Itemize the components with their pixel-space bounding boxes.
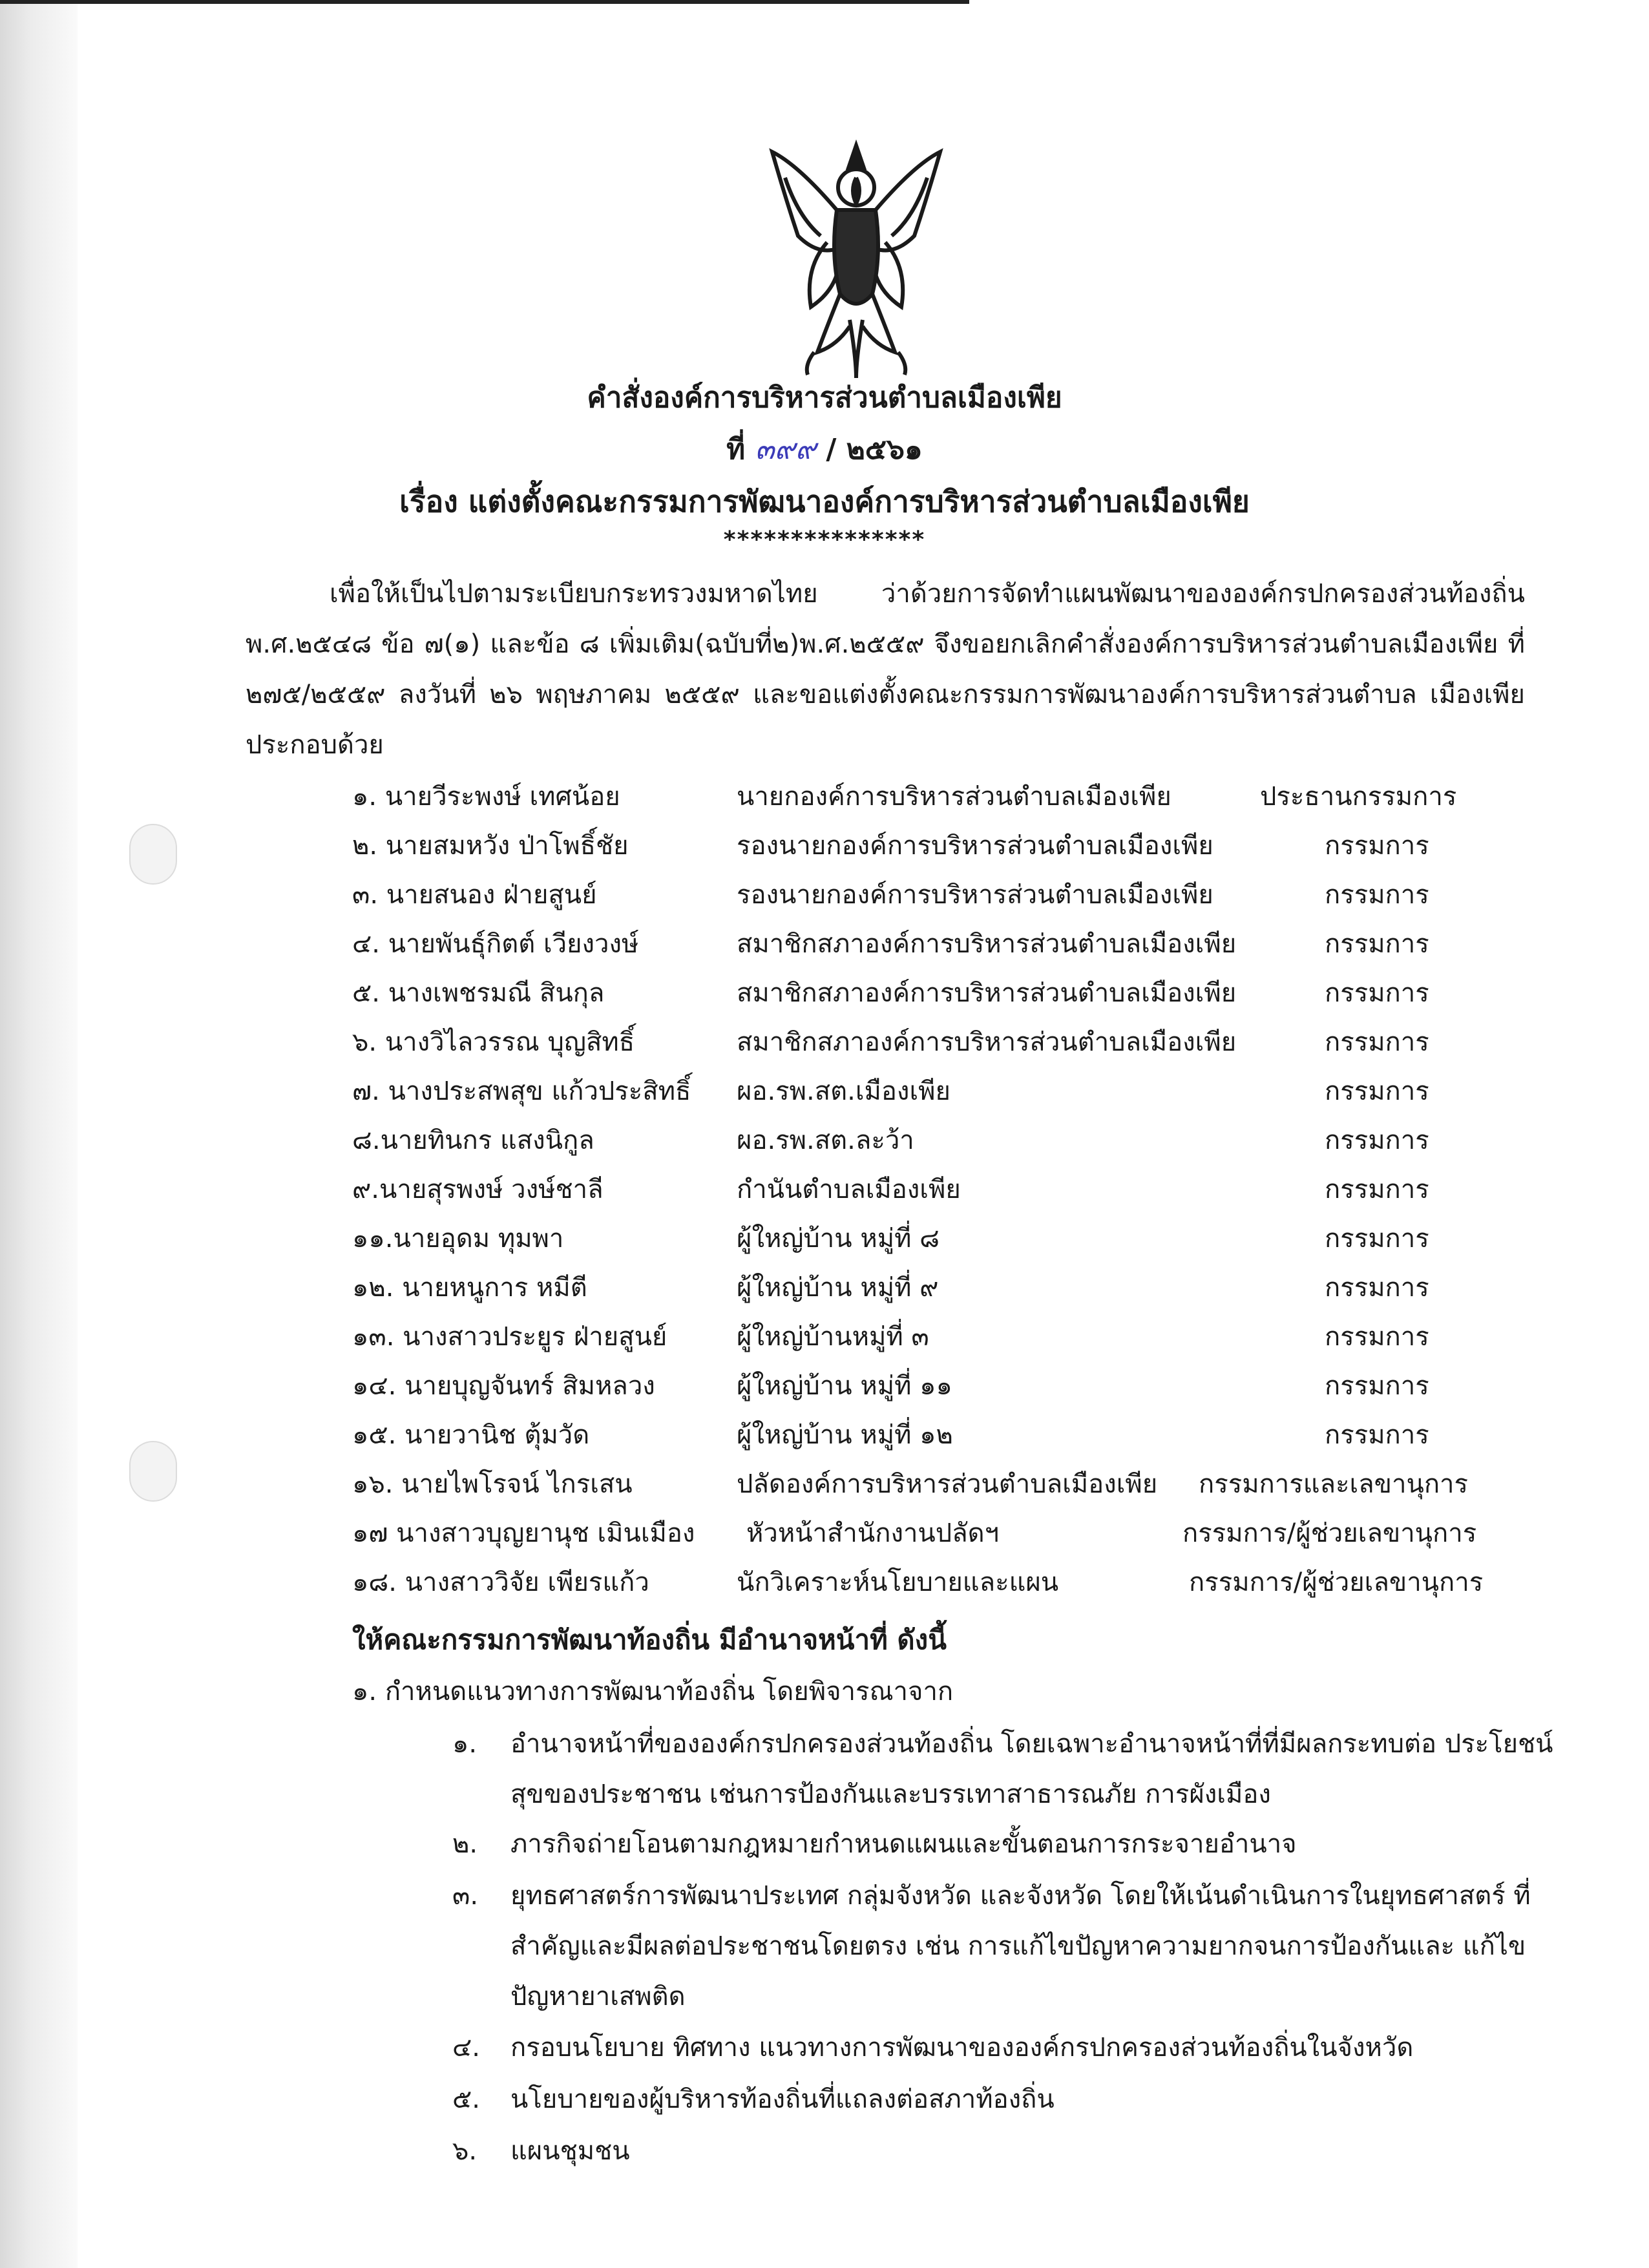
member-row: ๒. นายสมหวัง ป่าโพธิ์ชัย รองนายกองค์การบริหารส่วนตำบลเมืองเพีย กรรมการ [352, 831, 1429, 861]
member-row: ๙.นายสุรพงษ์ วงษ์ชาลี กำนันตำบลเมืองเพีย กรรมการ [352, 1175, 1429, 1204]
member-row: ๑๓. นางสาวประยูร ฝ่ายสูนย์ ผู้ใหญ่บ้านหมู่ที่ ๓ กรรมการ [352, 1322, 1429, 1352]
member-row: ๑๑.นายอุดม ทุมพา ผู้ใหญ่บ้าน หมู่ที่ ๘ กรรมการ [352, 1224, 1429, 1254]
member-row: ๑๒. นายหนูการ หมีตี ผู้ใหญ่บ้าน หมู่ที่ ๙ กรรมการ [352, 1273, 1429, 1303]
order-number [0, 426, 1649, 472]
order-number-year: / ๒๕๖๑ [826, 433, 923, 466]
member-row: ๓. นายสนอง ฝ่ายสูนย์ รองนายกองค์การบริหารส่วนตำบลเมืองเพีย กรรมการ [352, 880, 1429, 910]
order-number-prefix: ที่ [726, 433, 746, 466]
garuda-emblem-icon [759, 139, 953, 384]
order-subject: เรื่อง แต่งตั้งคณะกรรมการพัฒนาองค์การบริหารส่วนตำบลเมืองเพีย [399, 484, 1250, 519]
scan-top-edge [0, 0, 969, 4]
member-row: ๗. นางประสพสุข แก้วประสิทธิ์ ผอ.รพ.สต.เมืองเพีย กรรมการ [352, 1076, 1429, 1106]
duties-heading: ให้คณะกรรมการพัฒนาท้องถิ่น มีอำนาจหน้าที่ ดังนี้ [352, 1624, 947, 1655]
separator-stars: *************** [723, 527, 926, 553]
member-row: ๕. นางเพชรมณี สินกุล สมาชิกสภาองค์การบริหารส่วนตำบลเมืองเพีย กรรมการ [352, 978, 1429, 1008]
order-number-handwritten: ๓๙๙ [755, 433, 816, 466]
member-row: ๔. นายพันธุ์กิตต์ เวียงวงษ์ สมาชิกสภาองค์การบริหารส่วนตำบลเมืองเพีย กรรมการ [352, 929, 1429, 959]
member-row: ๑. นายวีระพงษ์ เทศน้อย นายกองค์การบริหารส่วนตำบลเมืองเพีย ประธานกรรมการ [352, 782, 1457, 812]
member-row: ๑๔. นายบุญจันทร์ สิมหลวง ผู้ใหญ่บ้าน หมู่ที่ ๑๑ กรรมการ [352, 1371, 1429, 1401]
member-row: ๖. นางวิไลวรรณ บุญสิทธิ์ สมาชิกสภาองค์การบริหารส่วนตำบลเมืองเพีย กรรมการ [352, 1027, 1429, 1057]
order-title: คำสั่งองค์การบริหารส่วนตำบลเมืองเพีย [587, 381, 1062, 414]
member-row: ๑๘. นางสาววิจัย เพียรแก้ว นักวิเคราะห์นโยบายและแผน กรรมการ/ผู้ช่วยเลขานุการ [352, 1568, 1484, 1597]
intro-text: เพื่อให้เป็นไปตามระเบียบกระทรวงมหาดไทย ว่าด้วยการจัดทำแผนพัฒนาขององค์กรปกครองส่วนท้องถิ่น พ.ศ.๒๕๔๘ ข้อ ๗(๑) และข้อ ๘ เพิ่มเติม(ฉบับที่๒)พ.ศ.๒๕๕๙ จึงขอยกเลิกคำสั่งองค์การบริหารส่วนตำบลเมืองเพีย ที่ ๒๗๕/๒๕๕๙ ลงวันที่ ๒๖ พฤษภาคม ๒๕๕๙ และขอแต่งตั้งคณะกรรมการพัฒนาองค์การบริหารส่วนตำบล เมืองเพีย ประกอบด้วย [246, 579, 1525, 760]
member-row: ๑๗ นางสาวบุญยานุช เมินเมือง หัวหน้าสำนักงานปลัดฯ กรรมการ/ผู้ช่วยเลขานุการ [352, 1518, 1477, 1548]
document-page: คำสั่งองค์การบริหารส่วนตำบลเมืองเพีย ที่ ๓๙๙ / ๒๕๖๑ เรื่อง แต่งตั้งคณะกรรมการพัฒนาองค์การบริหารส่วนตำบลเมืองเพีย *************** เพื่อให้เป็นไปตามระเบียบกระทรวงมหาดไทย ว่าด้วยการจัดทำแผนพัฒนาขององค์กรปกครองส่วนท้องถิ่น พ.ศ.๒๕๔๘ ข้อ ๗(๑) และข้อ ๘ เพิ่มเติม(ฉบับที่๒)พ.ศ.๒๕๕๙ จึงขอยกเลิกคำสั่งองค์การบริหารส่วนตำบลเมืองเพีย ที่ ๒๗๕/๒๕๕๙ ลงวันที่ ๒๖ พฤษภาคม ๒๕๕๙ และขอแต่งตั้งคณะกรรมการพัฒนาองค์การบริหารส่วนตำบล เมืองเพีย ประกอบด้วย ๑. นายวีระพงษ์ เทศน้อย นายกองค์การบริหารส่วนตำบลเมืองเพีย ประธานกรรมการ ๒. นายสมหวัง ป่าโพธิ์ชัย รองนายกองค์การบริหารส่วนตำบลเมืองเพีย กรรมการ ๓. นายสนอง ฝ่ายสูนย์ รองนายกองค์การบริหารส่วนตำบลเมืองเพีย กรรมการ ๔. นายพันธุ์กิตต์ เวียงวงษ์ สมาชิกสภาองค์การบริหารส่วนตำบลเมืองเพีย กรรมการ ๕. นางเพชรมณี สินกุล สมาชิกสภาองค์การบริหารส่วนตำบลเมืองเพีย กรรมการ ๖. นางวิไลวรรณ บุญสิทธิ์ สมาชิกสภาองค์การบริหารส่วนตำบลเมืองเพีย กรรมการ ๗. นางประสพสุข แก้วประสิทธิ์ ผอ.รพ.สต.เมืองเพีย กรรมการ ๘.นายทินกร แสงนิกูล ผอ.รพ.สต.ละว้า กรรมการ ๙.นายสุรพงษ์ วงษ์ชาลี กำนันตำบลเมืองเพีย กรรมการ ๑๑.นายอุดม ทุมพา ผู้ใหญ่บ้าน หมู่ที่ ๘ กรรมการ ๑๒. นายหนูการ หมีตี ผู้ใหญ่บ้าน หมู่ที่ ๙ กรรมการ ๑๓. นางสาวประยูร ฝ่ายสูนย์ ผู้ใหญ่บ้านหมู่ที่ ๓ กรรมการ ๑๔. นายบุญจันทร์ สิมหลวง ผู้ใหญ่บ้าน หมู่ที่ ๑๑ กรรมการ ๑๕. นายวานิช ตุ้มวัด ผู้ใหญ่บ้าน หมู่ที่ ๑๒ กรรมการ ๑๖. นายไพโรจน์ ไกรเสน ปลัดองค์การบริหารส่วนตำบลเมืองเพีย กรรมการและเลขานุการ ๑๗ นางสาวบุญยานุช เมินเมือง หัวหน้าสำนักงานปลัดฯ กรรมการ/ผู้ช่วยเลขานุการ ให้คณะกรรมการพัฒนาท้องถิ่น มีอำนาจหน้าที่ ดังนี้ ๑. กำหนดแนวทางการพัฒนาท้องถิ่น โดยพิจารณาจาก ๑. อำนาจหน้าที่ขององค์กรปกครองส่วนท้องถิ่น โดยเฉพาะอำนาจหน้าที่ที่มีผลกระทบต่อ ประโยชน์สุขของประชาชน เช่นการป้องกันและบรรเทาสาธารณภัย การผังเมือง ๒. ภารกิจถ่ายโอนตามกฎหมายกำหนดแผนและขั้นตอนการกระจายอำนาจ ๓. ยุทธศาสตร์การพัฒนาประเทศ กลุ่มจังหวัด และจังหวัด โดยให้เน้นดำเนินการในยุทธศาสตร์ ที่สำคัญและมีผลต่อประชาชนโดยตรง เช่น การแก้ไขปัญหาความยากจนการป้องกันและ แก้ไขปัญหายาเสพติด ๔. กรอบนโยบาย ทิศทาง แนวทางการพัฒนาขององค์กรปกครองส่วนท้องถิ่นในจังหวัด ๕. นโยบายของผู้บริหารท้องถิ่นที่แถลงต่อสภาท้องถิ่น ๖. แผนชุมชน [0, 0, 1649, 2268]
duty-item-1: ๑. กำหนดแนวทางการพัฒนาท้องถิ่น โดยพิจารณาจาก [352, 1677, 954, 1706]
member-row: ๑๖. นายไพโรจน์ ไกรเสน ปลัดองค์การบริหารส่วนตำบลเมืองเพีย กรรมการและเลขานุการ [352, 1469, 1468, 1499]
member-row: ๑๕. นายวานิช ตุ้มวัด ผู้ใหญ่บ้าน หมู่ที่ ๑๒ กรรมการ [352, 1420, 1429, 1450]
intro-paragraph [246, 569, 1525, 770]
member-row: ๘.นายทินกร แสงนิกูล ผอ.รพ.สต.ละว้า กรรมการ [352, 1126, 1429, 1155]
